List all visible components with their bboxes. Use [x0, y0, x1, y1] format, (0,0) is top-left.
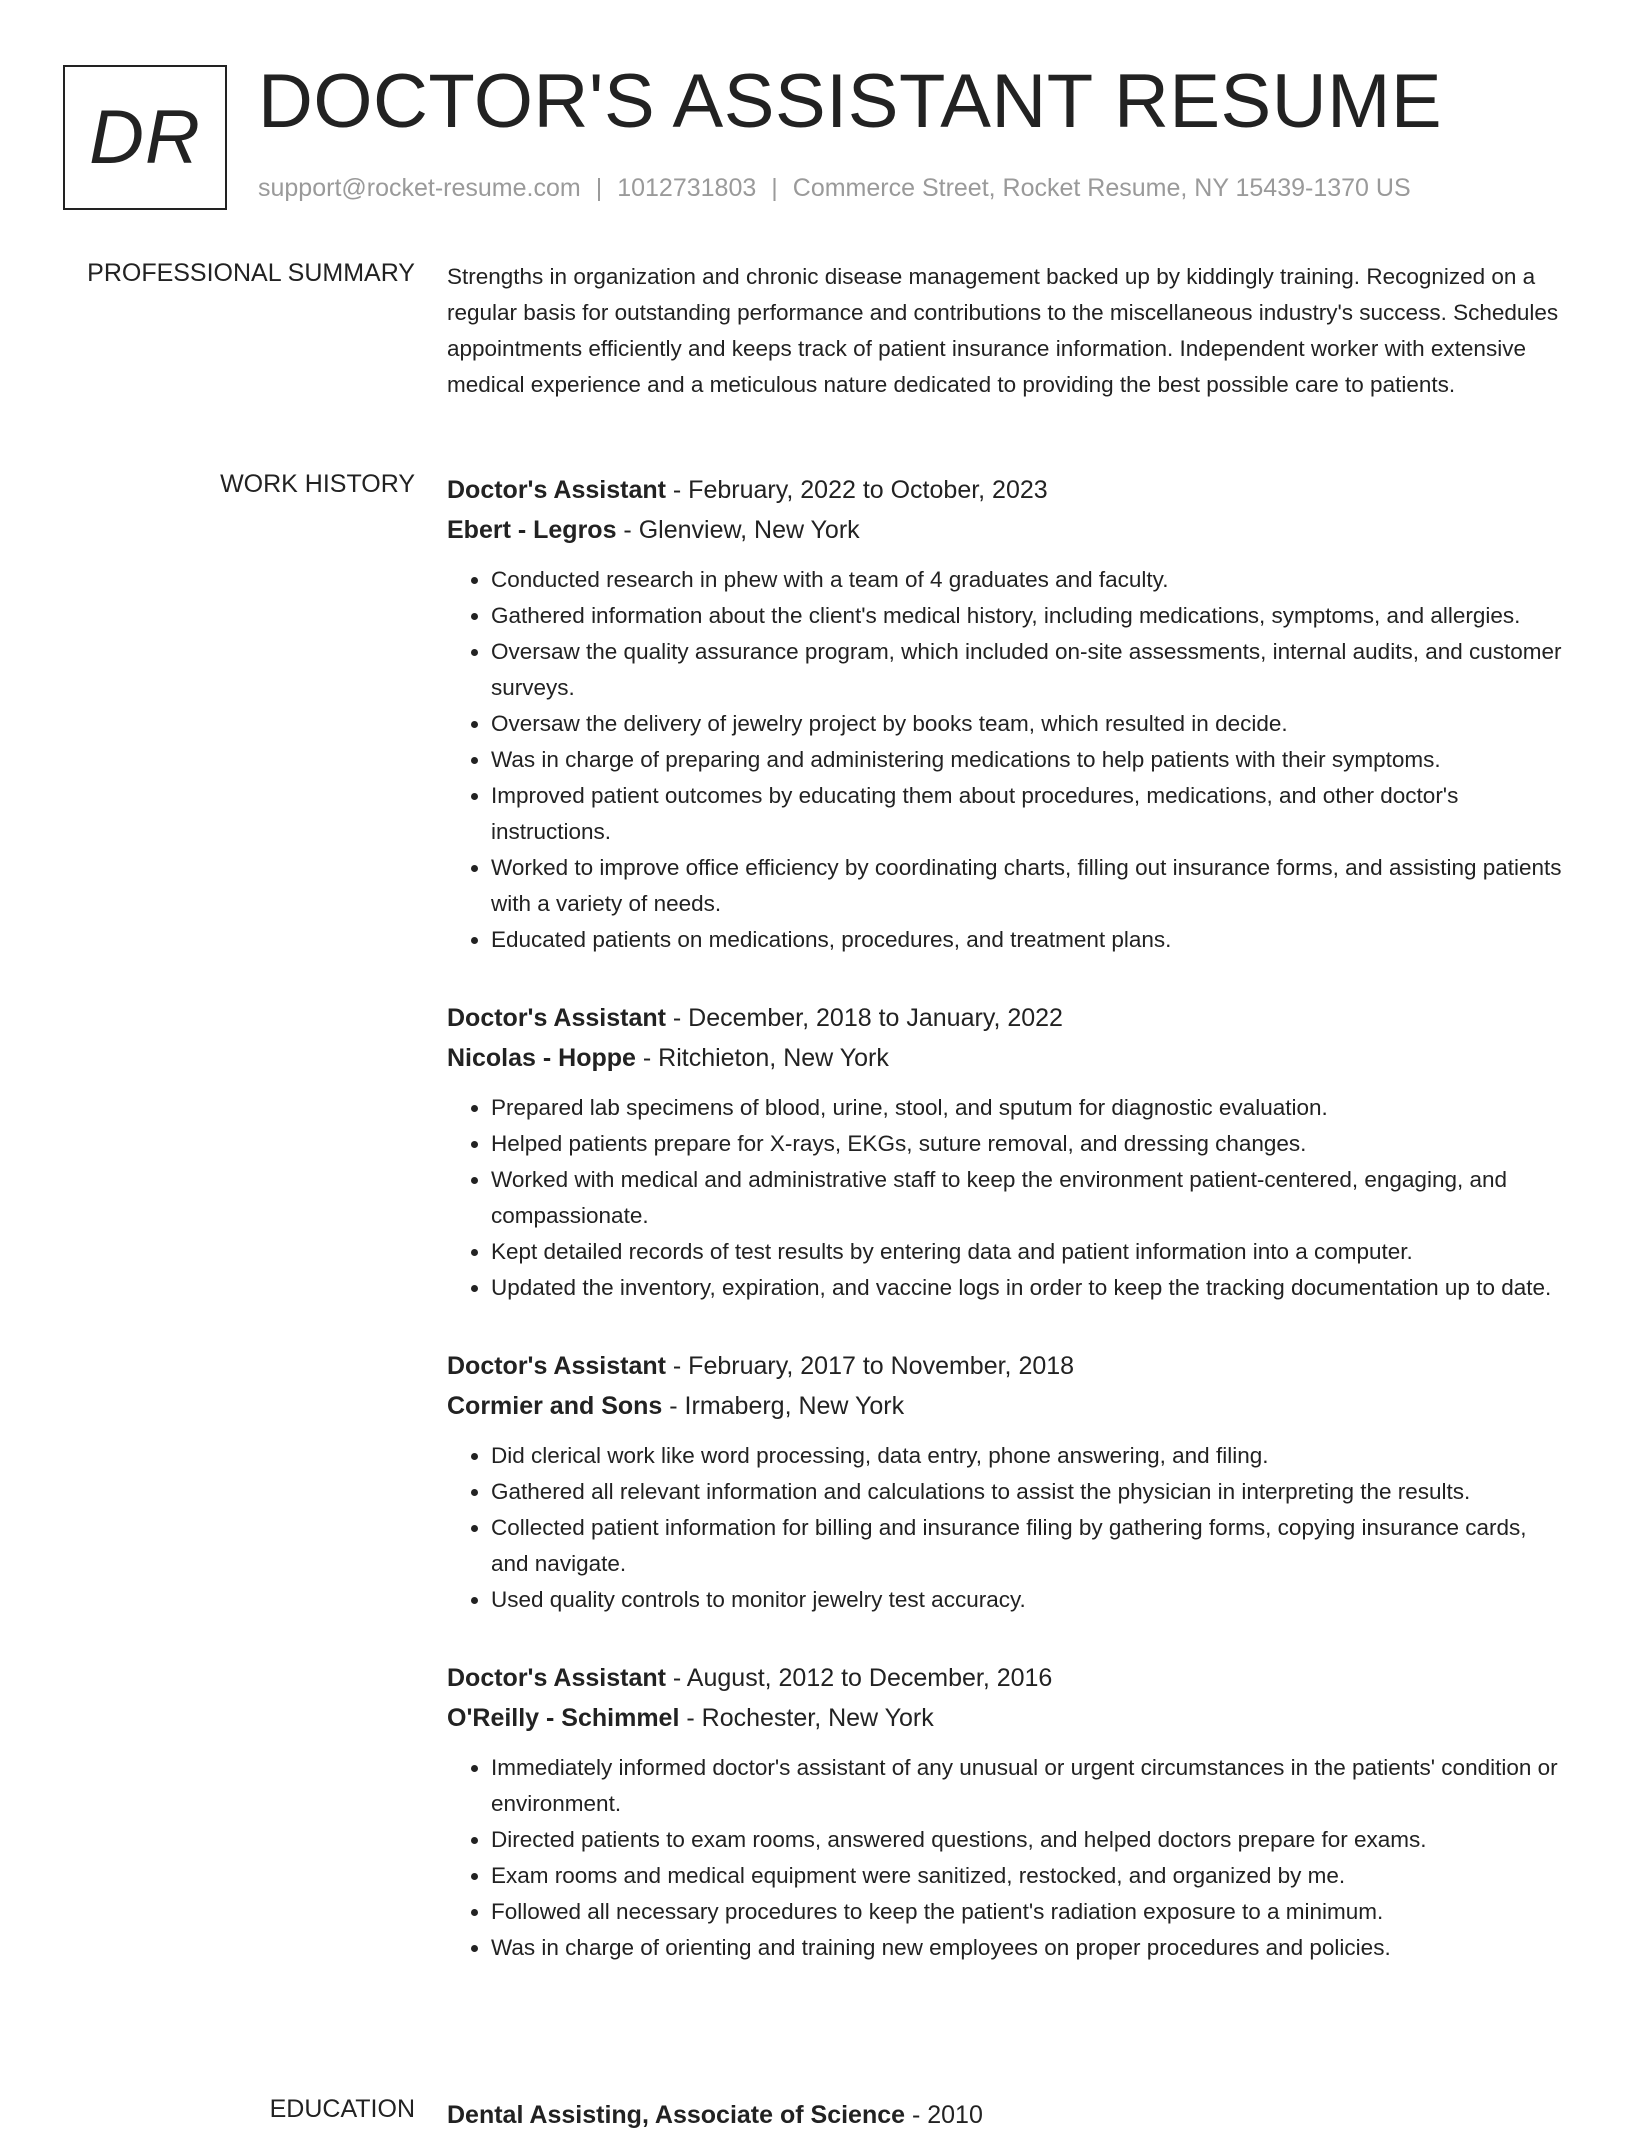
job-title: Doctor's Assistant	[447, 1352, 666, 1380]
job-company-line	[447, 1698, 1567, 1738]
job-bullet: • Gathered information about the client's medical history, including medications, symptoms, and allergies.	[491, 598, 1567, 634]
job-bullet: • Collected patient information for billing and insurance filing by gathering forms, copying insurance cards, and navigate.	[491, 1510, 1567, 1582]
job-bullet: • Gathered all relevant information and calculations to assist the physician in interpreting the results.	[491, 1474, 1567, 1510]
job-dates: - December, 2018 to January, 2022	[665, 1004, 1063, 1032]
job-title-line	[447, 470, 1567, 510]
resume-title: DOCTOR'S ASSISTANT RESUME	[258, 59, 1443, 144]
job-location: - Ritchieton, New York	[635, 1044, 889, 1072]
job-company: Ebert - Legros	[447, 516, 617, 544]
job-bullet: • Used quality controls to monitor jewelry test accuracy.	[491, 1582, 1567, 1618]
contact-separator: |	[771, 174, 778, 202]
job-bullet: • Was in charge of preparing and administering medications to help patients with their symptoms.	[491, 742, 1567, 778]
job-bullet: • Directed patients to exam rooms, answered questions, and helped doctors prepare for exams.	[491, 1822, 1567, 1858]
job-entry	[447, 1346, 1567, 1618]
job-bullet: • Kept detailed records of test results by entering data and patient information into a computer.	[491, 1234, 1567, 1270]
job-bullet: • Exam rooms and medical equipment were sanitized, restocked, and organized by me.	[491, 1858, 1567, 1894]
job-bullet: • Oversaw the delivery of jewelry project by books team, which resulted in decide.	[491, 706, 1567, 742]
job-location: - Rochester, New York	[679, 1704, 934, 1732]
job-bullet: • Improved patient outcomes by educating them about procedures, medications, and other doctor's instructions.	[491, 778, 1567, 850]
job-bullet: • Conducted research in phew with a team of 4 graduates and faculty.	[491, 562, 1567, 598]
job-bullet: • Oversaw the quality assurance program, which included on-site assessments, internal audits, and customer surveys.	[491, 634, 1567, 706]
job-company-line	[447, 1386, 1567, 1426]
contact-separator: |	[595, 174, 603, 202]
job-bullet: • Followed all necessary procedures to keep the patient's radiation exposure to a minimum.	[491, 1894, 1567, 1930]
job-list	[447, 470, 1567, 2006]
contact-email[interactable]: support@rocket-resume.com	[258, 174, 581, 202]
job-bullets	[447, 1090, 1567, 1306]
job-bullets	[447, 1438, 1567, 1618]
job-bullet: • Did clerical work like word processing, data entry, phone answering, and filing.	[491, 1438, 1567, 1474]
job-location: - Glenview, New York	[616, 516, 860, 544]
job-title-line	[447, 1658, 1567, 1698]
section-label-work-history: WORK HISTORY	[220, 470, 415, 498]
job-bullet: • Worked to improve office efficiency by coordinating charts, filling out insurance forms, and assisting patients with a variety of needs.	[491, 850, 1567, 922]
education-degree: Dental Assisting, Associate of Science	[447, 2101, 906, 2129]
job-entry	[447, 998, 1567, 1306]
job-dates: - August, 2012 to December, 2016	[665, 1664, 1053, 1692]
contact-address: Commerce Street, Rocket Resume, NY 15439-1370 US	[792, 174, 1411, 202]
education-year: - 2010	[905, 2101, 983, 2129]
job-entry	[447, 1658, 1567, 1966]
contact-phone[interactable]: 1012731803	[617, 174, 757, 202]
job-bullet: • Immediately informed doctor's assistant of any unusual or urgent circumstances in the patients' condition or environment.	[491, 1750, 1567, 1822]
job-title-line	[447, 1346, 1567, 1386]
job-company-line	[447, 1038, 1567, 1078]
contact-line	[258, 174, 1411, 203]
job-title: Doctor's Assistant	[447, 1664, 666, 1692]
monogram-initials: DR	[89, 95, 201, 180]
section-label-summary: PROFESSIONAL SUMMARY	[87, 259, 415, 287]
job-title: Doctor's Assistant	[447, 476, 666, 504]
job-company-line	[447, 510, 1567, 550]
job-bullet: • Was in charge of orienting and training new employees on proper procedures and policies.	[491, 1930, 1567, 1966]
job-location: - Irmaberg, New York	[662, 1392, 905, 1420]
job-company: Cormier and Sons	[447, 1392, 663, 1420]
job-title-line	[447, 998, 1567, 1038]
job-company: Nicolas - Hoppe	[447, 1044, 636, 1072]
job-bullet: • Worked with medical and administrative staff to keep the environment patient-centered, engaging, and compassionate.	[491, 1162, 1567, 1234]
job-bullet: • Helped patients prepare for X-rays, EKGs, suture removal, and dressing changes.	[491, 1126, 1567, 1162]
summary-text: Strengths in organization and chronic disease management backed up by kiddingly training. Recognized on a regular basis for outstanding performance and contributions to the miscellaneous industry's success. Schedules appointments efficiently and keeps track of patient insurance information. Independent worker with extensive medical experience and a meticulous nature dedicated to providing the best possible care to patients.	[447, 264, 1559, 397]
education-entry	[447, 2095, 1567, 2135]
job-bullet: • Educated patients on medications, procedures, and treatment plans.	[491, 922, 1567, 958]
job-title: Doctor's Assistant	[447, 1004, 666, 1032]
section-label-education: EDUCATION	[269, 2095, 415, 2123]
job-bullets	[447, 1750, 1567, 1966]
job-bullets	[447, 562, 1567, 958]
monogram-badge	[63, 65, 227, 210]
job-entry	[447, 470, 1567, 958]
job-bullet: • Prepared lab specimens of blood, urine, stool, and sputum for diagnostic evaluation.	[491, 1090, 1567, 1126]
job-bullet: • Updated the inventory, expiration, and vaccine logs in order to keep the tracking documentation up to date.	[491, 1270, 1567, 1306]
job-dates: - February, 2022 to October, 2023	[665, 476, 1048, 504]
job-dates: - February, 2017 to November, 2018	[665, 1352, 1075, 1380]
job-company: O'Reilly - Schimmel	[447, 1704, 680, 1732]
